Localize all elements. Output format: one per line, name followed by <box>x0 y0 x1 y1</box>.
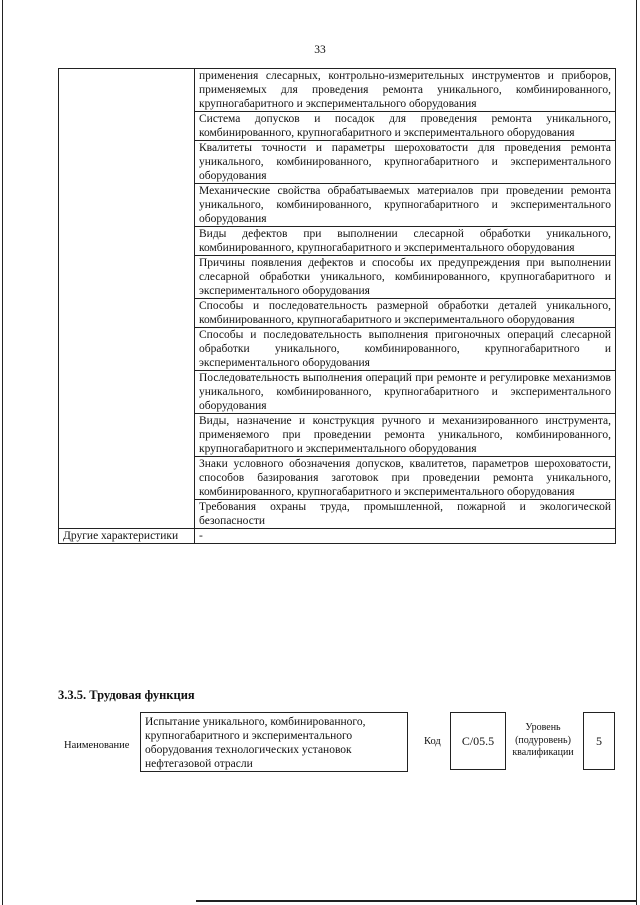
knowledge-item: Виды дефектов при выполнении слесарной обработки уникального, комбинированного, крупногабаритного и экспериментального оборудования <box>195 227 616 256</box>
knowledge-item: Система допусков и посадок для проведения ремонта уникального, комбинированного, крупногабаритного и экспериментального оборудования <box>195 112 616 141</box>
knowledge-item: Знаки условного обозначения допусков, квалитетов, параметров шероховатости, способов базирования заготовок при проведении ремонта уникального, комбинированного, крупногабаритного и экспериментального оборудования <box>195 457 616 500</box>
knowledge-item: Квалитеты точности и параметры шероховатости для проведения ремонта уникального, комбинированного, крупногабаритного и экспериментального оборудования <box>195 141 616 184</box>
knowledge-item: Причины появления дефектов и способы их предупреждения при выполнении слесарной обработки уникального, комбинированного, крупногабаритного и экспериментального оборудования <box>195 256 616 299</box>
labor-function-code: C/05.5 <box>450 712 506 770</box>
knowledge-item: Способы и последовательность выполнения пригоночных операций слесарной обработки уникального, комбинированного, крупногабаритного и экспериментального оборудования <box>195 328 616 371</box>
page-edge-left <box>2 0 3 905</box>
section-heading: 3.3.5. Трудовая функция <box>58 688 195 702</box>
page-edge-right <box>636 0 637 905</box>
qualification-level-value: 5 <box>583 712 615 770</box>
table-row <box>59 69 616 112</box>
labor-function-name: Испытание уникального, комбинированного, крупногабаритного и экспериментального оборудования технологических установок нефтегазовой отрасли <box>140 712 408 772</box>
other-characteristics-label: Другие характеристики <box>59 529 195 544</box>
knowledge-item: Требования охраны труда, промышленной, пожарной и экологической безопасности <box>195 500 616 529</box>
name-label: Наименование <box>64 740 130 751</box>
row-heading-cell <box>59 69 195 529</box>
knowledge-item: Виды, назначение и конструкция ручного и механизированного инструмента, применяемого при проведении ремонта уникального, комбинированного, крупногабаритного и экспериментального оборудования <box>195 414 616 457</box>
knowledge-item: Механические свойства обрабатываемых материалов при проведении ремонта уникального, комбинированного, крупногабаритного и экспериментального оборудования <box>195 184 616 227</box>
knowledge-item: Способы и последовательность размерной обработки деталей уникального, комбинированного, крупногабаритного и экспериментального оборудования <box>195 299 616 328</box>
knowledge-item: Последовательность выполнения операций при ремонте и регулировке механизмов уникального, комбинированного, крупногабаритного и экспериментального оборудования <box>195 371 616 414</box>
code-label: Код <box>424 736 441 747</box>
knowledge-table <box>58 68 616 544</box>
table-row <box>59 529 616 544</box>
bottom-edge-line <box>196 900 636 902</box>
qualification-level-label: Уровень (подуровень) квалификации <box>512 722 574 758</box>
page-number: 33 <box>314 44 326 56</box>
knowledge-item: применения слесарных, контрольно-измерительных инструментов и приборов, применяемых для проведения ремонта уникального, комбинированного, крупногабаритного и экспериментального оборудования <box>195 69 616 112</box>
other-characteristics-value: - <box>195 529 616 544</box>
